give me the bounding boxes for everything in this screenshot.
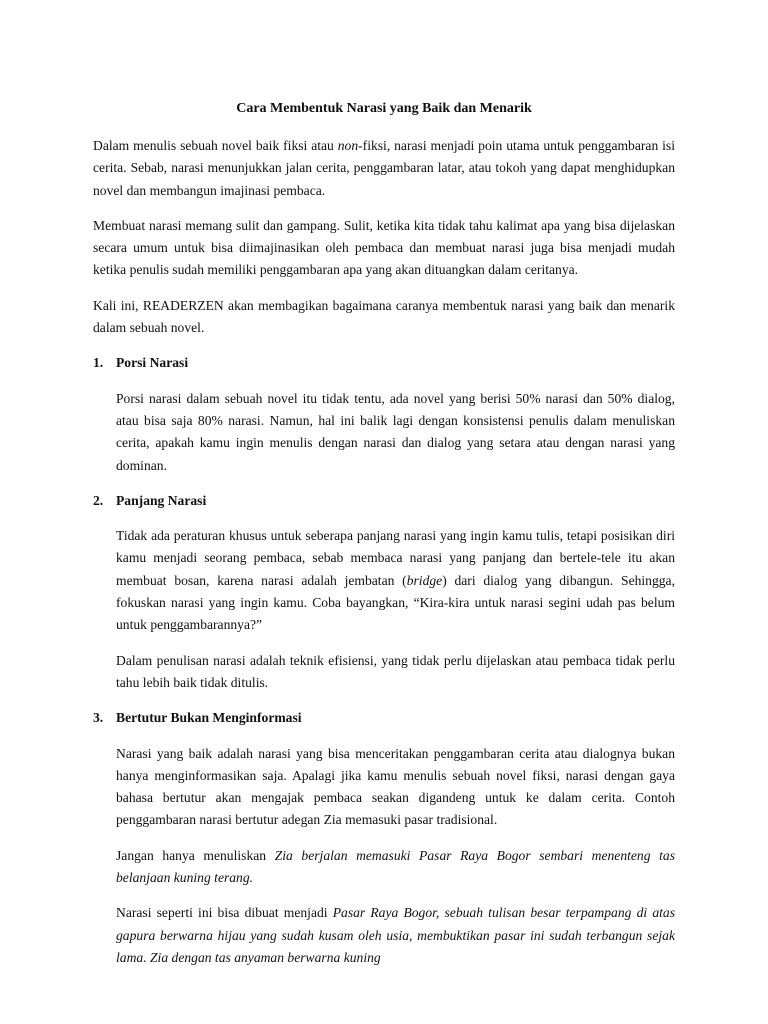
intro-p1-text-a: Dalam menulis sebuah novel baik fiksi atau — [93, 138, 338, 153]
s2-p1-italic: bridge — [406, 572, 443, 588]
s3-p3-text-a: Narasi seperti ini bisa dibuat menjadi — [116, 905, 333, 921]
section-number: 1. — [93, 355, 104, 371]
section-number: 2. — [93, 492, 104, 508]
s2-p1-text-a: Tidak ada peraturan khusus untuk seberapa panjang narasi yang ingin kamu tulis, tetapi posisikan diri kamu menjadi seorang pembaca, sebab membaca narasi yang panjang dan bertele-tele itu akan membuat bosan, karena narasi adalah jembatan ( — [116, 528, 675, 588]
s3-p2-text-a: Jangan hanya menuliskan — [116, 847, 275, 863]
section-heading-2 — [93, 490, 675, 512]
intro-p1-italic: non — [337, 138, 359, 153]
intro-paragraph-2: Membuat narasi memang sulit dan gampang. Sulit, ketika kita tidak tahu kalimat apa yang bisa dijelaskan secara umum untuk bisa diimajinasikan oleh pembaca dan membuat narasi juga bisa menjadi mudah ketika penulis sudah memiliki penggambaran apa yang akan dituangkan dalam ceritanya. — [93, 217, 675, 278]
section-2-paragraph-1 — [93, 525, 675, 636]
section-2-paragraph-2: Dalam penulisan narasi adalah teknik efisiensi, yang tidak perlu dijelaskan atau pembaca tidak perlu tahu lebih baik tidak ditulis. — [116, 652, 675, 690]
s2-p1-text-c: ) dari dialog yang dibangun. Sehingga, fokuskan narasi yang ingin kamu. Coba bayangkan, “Kira-kira untuk narasi segini udah pas belum untuk penggambarannya?” — [116, 572, 675, 633]
section-1-paragraph-1: Porsi narasi dalam sebuah novel itu tidak tentu, ada novel yang berisi 50% narasi dan 50% dialog, atau bisa saja 80% narasi. Namun, hal ini balik lagi dengan konsistensi penulis dalam menuliskan cerita, apakah kamu ingin menulis dengan narasi dan dialog yang setara atau dengan narasi yang dominan. — [116, 390, 675, 473]
document-title: Cara Membentuk Narasi yang Baik dan Menarik — [236, 101, 532, 116]
section-3-paragraph-2 — [93, 845, 675, 890]
section-number: 3. — [93, 710, 104, 726]
s3-p2-italic: Zia berjalan memasuki Pasar Raya Bogor sembari menenteng tas belanjaan kuning terang. — [116, 847, 675, 886]
section-heading-1 — [93, 352, 675, 374]
section-title: Panjang Narasi — [116, 492, 207, 508]
section-title: Porsi Narasi — [116, 355, 189, 371]
section-3-paragraph-1: Narasi yang baik adalah narasi yang bisa menceritakan penggambaran cerita atau dialognya bukan hanya menginformasikan saja. Apalagi jika kamu menulis sebuah novel fiksi, narasi dengan gaya bahasa bertutur akan mengajak pembaca seakan digandeng untuk ke dalam cerita. Contoh penggambaran narasi bertutur adegan Zia memasuki pasar tradisional. — [116, 745, 675, 828]
section-title: Bertutur Bukan Menginformasi — [116, 710, 302, 726]
s3-p3-italic: Pasar Raya Bogor, sebuah tulisan besar terpampang di atas gapura berwarna hijau yang sudah kusam oleh usia, membuktikan pasar ini sudah terbangun sejak lama. Zia dengan tas anyaman berwarna kuning — [116, 905, 675, 965]
intro-p1-text-c: -fiksi, narasi menjadi poin utama untuk penggambaran isi cerita. Sebab, narasi menunjukkan jalan cerita, penggambaran latar, atau tokoh yang dapat menghidupkan novel dan membangun imajinasi pembaca. — [93, 138, 675, 198]
section-3-paragraph-3 — [93, 902, 675, 969]
intro-paragraph-1 — [93, 135, 675, 202]
intro-paragraph-3: Kali ini, READERZEN akan membagikan bagaimana caranya membentuk narasi yang baik dan menarik dalam sebuah novel. — [93, 297, 675, 336]
section-heading-3 — [93, 707, 675, 729]
